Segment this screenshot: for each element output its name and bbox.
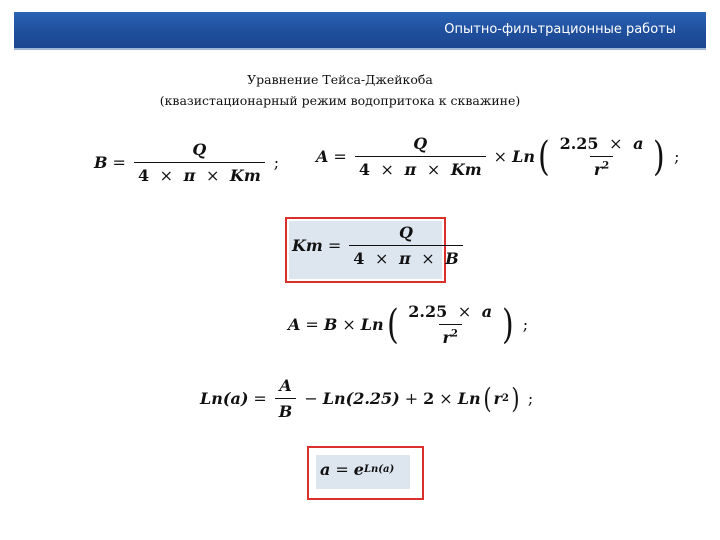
times-sign: × — [421, 249, 435, 268]
semicolon: ; — [674, 147, 680, 166]
formula-exp-lhs: a — [320, 460, 331, 479]
fraction-numerator: Q — [413, 134, 428, 153]
fraction-numerator: Q — [192, 140, 207, 159]
coef-225: 2.25 — [559, 134, 599, 153]
caption-line-1: Уравнение Тейса-Джейкоба — [247, 72, 433, 87]
den-four: 4 — [353, 249, 365, 268]
right-paren: ) — [511, 381, 520, 415]
den-four: 4 — [137, 166, 150, 185]
equals-sign: = — [335, 460, 349, 479]
right-paren: ) — [502, 301, 514, 348]
den-b: B — [445, 249, 459, 268]
times-sign: × — [380, 160, 394, 179]
times-sign: × — [205, 166, 220, 185]
formula-b — [94, 140, 279, 185]
left-paren: ( — [537, 133, 550, 180]
var-a: a — [481, 302, 493, 321]
plus-sign: + — [404, 389, 419, 408]
fraction — [134, 140, 265, 185]
fraction-denominator — [349, 245, 463, 268]
base-e: e — [353, 460, 364, 479]
inner-fraction — [556, 134, 648, 179]
fraction — [355, 134, 486, 179]
caption-line-2: (квазистационарный режим водопритока к скважине) — [159, 93, 521, 108]
caption — [0, 69, 680, 111]
times-sign: × — [493, 147, 508, 166]
coef-225: 2.25 — [408, 302, 448, 321]
fraction-denominator: B — [275, 398, 297, 421]
formula-exp — [320, 460, 394, 479]
ln-term: Ln(2.25) — [322, 389, 400, 408]
fraction-denominator — [134, 162, 265, 185]
inner-numerator — [556, 134, 648, 156]
var-b: B — [323, 315, 338, 334]
formula-km-lhs: Km — [292, 236, 323, 255]
inner-numerator — [404, 302, 496, 324]
times-sign: × — [457, 302, 472, 321]
formula-b-lhs: B — [94, 153, 108, 172]
fraction — [349, 223, 463, 268]
equals-sign: = — [327, 236, 342, 255]
inner-fraction — [404, 302, 496, 347]
times-sign: × — [609, 134, 623, 153]
times-sign: × — [439, 389, 453, 408]
exponent: Ln(a) — [363, 464, 395, 475]
ln-function: Ln — [360, 315, 384, 334]
equals-sign: = — [305, 315, 319, 334]
times-sign: × — [159, 166, 174, 185]
fraction-numerator: A — [279, 376, 292, 395]
right-paren: ) — [653, 133, 666, 180]
fraction-denominator — [355, 156, 486, 179]
minus-sign: − — [304, 389, 318, 408]
formula-km — [292, 223, 466, 268]
formula-a-lhs: A — [316, 147, 329, 166]
den-km: Km — [229, 166, 261, 185]
power-2: 2 — [450, 328, 458, 340]
semicolon: ; — [522, 315, 529, 334]
power-2: 2 — [501, 393, 509, 404]
inner-denominator — [439, 324, 462, 347]
den-four: 4 — [358, 160, 370, 179]
equals-sign: = — [112, 153, 126, 172]
inner-denominator — [590, 156, 613, 179]
den-pi: π — [398, 249, 411, 268]
left-paren: ( — [482, 381, 492, 415]
fraction-numerator: Q — [399, 223, 413, 242]
formula-ln-a-lhs: Ln(a) — [200, 389, 249, 408]
semicolon: ; — [273, 153, 280, 172]
times-sign: × — [426, 160, 441, 179]
ln-function: Ln — [512, 147, 535, 166]
equals-sign: = — [333, 147, 347, 166]
times-sign: × — [374, 249, 389, 268]
formula-a-b-lhs: A — [288, 315, 301, 334]
coef-two: 2 — [423, 389, 435, 408]
var-r: r — [442, 328, 451, 347]
var-r: r — [493, 389, 502, 408]
den-km: Km — [450, 160, 482, 179]
times-sign: × — [342, 315, 356, 334]
formula-a — [316, 134, 679, 179]
left-paren: ( — [386, 301, 399, 348]
header-title: Опытно-фильтрационные работы — [444, 22, 676, 37]
formula-a-b — [288, 302, 528, 347]
den-pi: π — [183, 166, 196, 185]
ln-function: Ln — [457, 389, 481, 408]
var-a: a — [633, 134, 644, 153]
den-pi: π — [404, 160, 417, 179]
semicolon: ; — [527, 389, 534, 408]
header-bar — [14, 12, 706, 50]
var-r: r — [593, 160, 603, 179]
formula-ln-a — [200, 376, 533, 421]
fraction — [275, 376, 297, 421]
power-2: 2 — [602, 160, 610, 172]
equals-sign: = — [253, 389, 267, 408]
